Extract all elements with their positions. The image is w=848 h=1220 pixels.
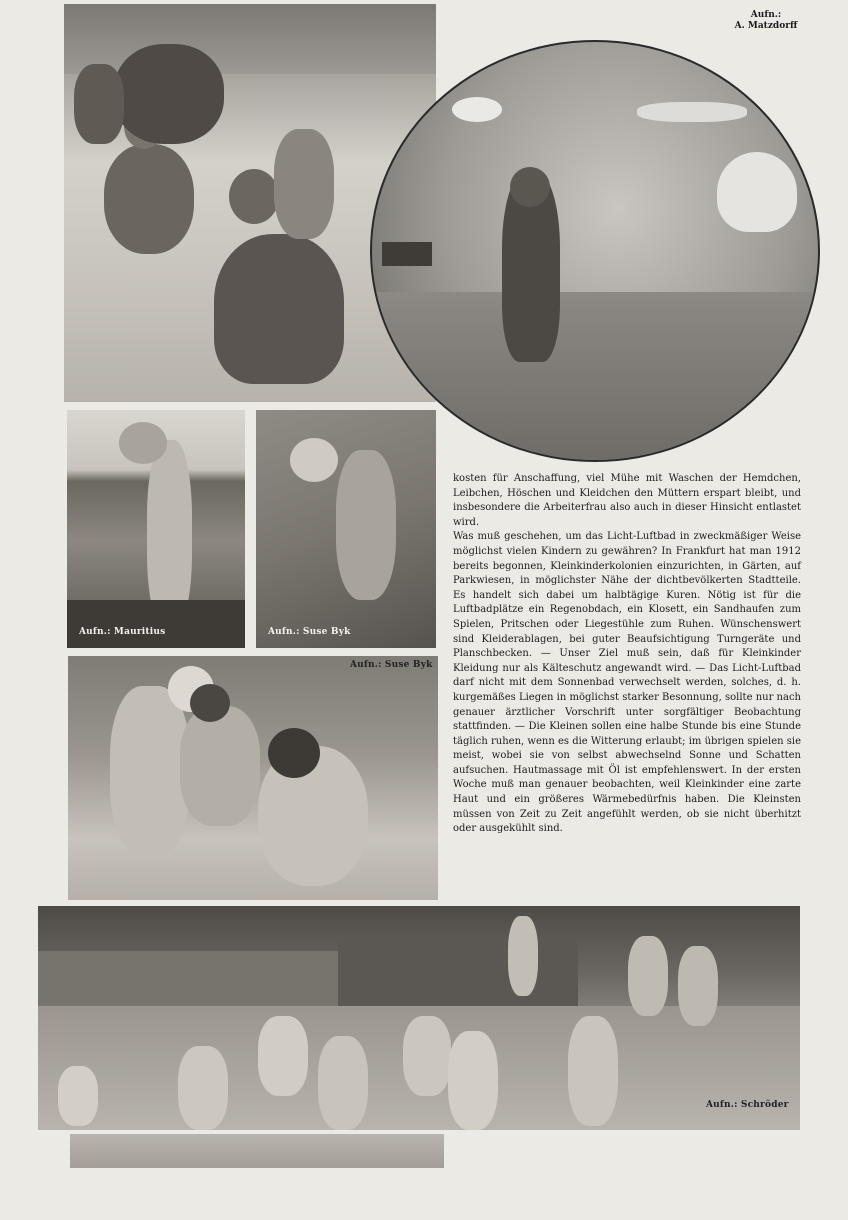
photo-credit-suse-byk-2: Aufn.: Suse Byk — [350, 660, 433, 670]
article-text — [453, 472, 801, 837]
credit-name: A. Matzdorff — [734, 21, 798, 31]
photo-credit-matzdorff — [716, 10, 816, 32]
photo-bottom-strip — [70, 1134, 444, 1168]
photo-children-playing-sand — [68, 656, 438, 900]
article-paragraph: kosten für Anschaffung, viel Mühe mit Waschen der Hemdchen, Leibchen, Höschen und Kleidchen den Müttern erspart bleibt, und insbesondere die Arbeiterfrau also auch in dieser Hinsicht entlastet wird. — [453, 473, 801, 528]
photo-credit-mauritius: Aufn.: Mauritius — [79, 627, 166, 637]
photo-children-wading-pool — [38, 906, 800, 1130]
article-paragraph: Was muß geschehen, um das Licht-Luftbad in zweckmäßiger Weise möglichst vielen Kindern zu gewähren? In Frankfurt hat man 1912 bereits begonnen, Kleinkinderkolonien einzurichten, in Gärten, auf Parkwiesen, in möglichster Nähe der dichtbevölkerten Stadtteile. Es handelt sich dabei um halbtägige Kuren. Nötig ist für die Luftbadplätze ein Regenobdach, ein Klosett, ein Sandhaufen zum Spielen, Pritschen oder Liegestühle zum Ruhen. Wünschenswert sind Kleiderablagen, bei guter Beaufsichtigung Turngeräte und Planschbecken. — Unser Ziel muß sein, daß für Kleinkinder Kleidung nur als Kälteschutz angewandt wird. — Das Licht-Luftbad darf nicht mit dem Sonnenbad verwechselt werden, solches, d. h. kurgemäßes Liegen in möglichst starker Besonnung, sollte nur nach genauer ärztlicher Vorschrift unter sorgfältiger Beobachtung stattfinden. — Die Kleinen sollen eine halbe Stunde bis eine Stunde täglich ruhen, wenn es die Witterung erlaubt; im übrigen spielen sie meist, wobei sie von selbst abwechselnd Sonne und Schatten aufsuchen. Hautmassage mit Öl ist empfehlenswert. In der ersten Woche muß man genauer beobachten, weil Kleinkinder eine zarte Haut und ein größeres Wärmebedürfnis haben. Die Kleinsten müssen von Zeit zu Zeit angefühlt werden, ob sie nicht überhitzt oder ausgekühlt sind. — [453, 531, 801, 835]
photo-credit-suse-byk-1: Aufn.: Suse Byk — [268, 627, 351, 637]
credit-label: Aufn.: — [750, 10, 782, 20]
photo-child-wading — [256, 410, 436, 648]
photo-credit-schroeder: Aufn.: Schröder — [706, 1100, 789, 1110]
photo-girl-at-shore — [67, 410, 245, 648]
photo-child-with-swans — [370, 40, 820, 462]
